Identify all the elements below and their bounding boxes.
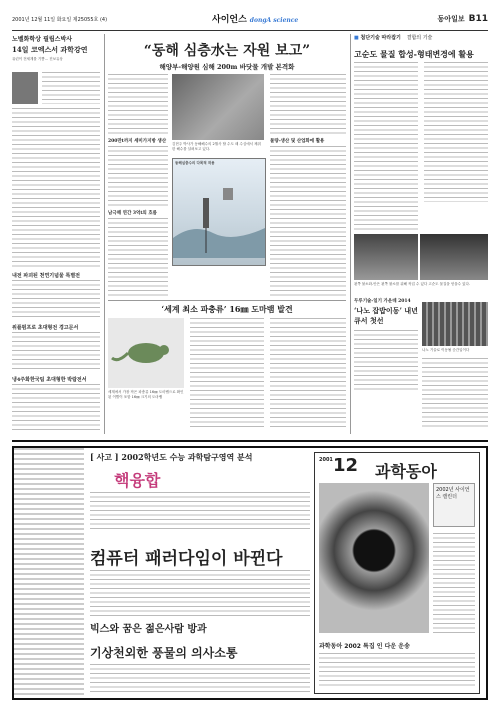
- section-rule: [108, 300, 346, 301]
- ad-line1: 빅스와 꿈은 젊은사람 방과: [90, 624, 207, 635]
- item2-title: 내전 파괴된 천연기념물 특별전: [12, 273, 81, 279]
- cover-title: 과학동아: [375, 462, 437, 481]
- text-block: [354, 330, 418, 390]
- section-label: 사이언스: [212, 15, 247, 25]
- text-block: [270, 74, 346, 134]
- text-block: [12, 108, 100, 268]
- bottom-headline: ‘세계 최소 파충류’ 16㎜ 도마뱀 발견: [161, 304, 293, 314]
- cover-image: [319, 483, 429, 633]
- small-kicker: 두루기술-일기 가운데 2014: [354, 299, 411, 304]
- gecko-caption: 세계에서 가장 작은 파충류 16㎜ 도마뱀으로 확인된 이빨이 포함 16㎜ 크기의 도마뱀: [108, 390, 184, 399]
- nano-photo: [422, 302, 488, 346]
- header-rule: [12, 30, 488, 31]
- gecko-icon: [108, 318, 184, 388]
- lab-photo-2: [420, 234, 488, 280]
- main-headline: “동해 심층水는 자원 보고”: [143, 43, 311, 59]
- column-divider: [350, 34, 351, 434]
- text-block: [12, 384, 100, 432]
- text-block: [12, 280, 100, 320]
- interview-kicker: 노벨화학상 필립스박사: [12, 36, 73, 43]
- issue-date: 2001년 12월 11일 화요일 제25055호 (4): [12, 17, 108, 23]
- text-block: [42, 72, 100, 104]
- ad-top-line: [ 사고 ] 2002학년도 수능 과학탐구영역 분석: [90, 452, 253, 462]
- section-logo: dongA science: [249, 17, 299, 24]
- text-block: [12, 332, 100, 372]
- diagram-title: 동해심층수의 다목적 작용: [175, 161, 215, 165]
- page-number: B11: [468, 14, 488, 24]
- bottom-story: [108, 304, 346, 434]
- page-header: [12, 12, 488, 26]
- cover-year: 2001: [319, 457, 333, 463]
- right-headline: 고순도 물질 합성-형태변경에 활용: [354, 49, 474, 59]
- paper-label: 동아일보: [437, 15, 465, 23]
- lab-photo-1: [354, 234, 418, 280]
- diagram-graphic: [173, 168, 265, 258]
- text-block: [270, 146, 346, 296]
- text-block: [270, 318, 346, 428]
- right-photo-caption: 왼쪽 불소화-안은 왼쪽 불소를 위해 작업 수 있다 고순도 물질을 얻을수 있다.: [354, 282, 471, 286]
- kicker-sub: 결합의 기술: [406, 35, 433, 41]
- ad-text: [90, 664, 310, 692]
- interview-title: 14일 코엑스서 과학강연: [12, 45, 88, 54]
- right-sub-headline: ‘나노 잡밥이동’ 내년 큐서 첫선: [354, 306, 418, 325]
- calendar-badge: 2002년 사이언스 캘린더: [433, 483, 475, 527]
- text-block: [108, 146, 168, 206]
- main-story: [108, 34, 346, 298]
- left-column: [12, 34, 100, 434]
- item3-title: 위플펌프로 초대형전 경고문서: [12, 325, 79, 331]
- text-block: [190, 318, 264, 428]
- text-block: [424, 62, 488, 202]
- ad-big-title: 컴퓨터 패러다임이 바뀐다: [90, 549, 283, 569]
- text-block: [108, 74, 168, 134]
- right-kicker: [354, 34, 488, 41]
- magazine-cover: [314, 452, 480, 694]
- paper-name: [438, 14, 488, 24]
- main-subheadline: 해양부-해양원 심해 200m 바닷물 개발 본격화: [159, 63, 295, 71]
- ad-text: [90, 492, 310, 532]
- ad-pink-title: 핵융합: [114, 471, 161, 490]
- side-heading: 물량-생산 및 산업화에 활용: [270, 139, 325, 144]
- text-block: [108, 218, 168, 296]
- ad-line2: 기상천외한 풍물의 의사소통: [90, 646, 238, 660]
- section2-heading: 남극해 연간 3억t의 흐름: [108, 211, 158, 216]
- ad-text: [90, 570, 310, 616]
- text-block: [354, 62, 418, 232]
- gecko-photo: [108, 318, 184, 388]
- deep-sea-diagram: [172, 158, 266, 266]
- item4-title: 냉4주화한국팀 초대형한 박람전서: [12, 377, 87, 383]
- ad-left-panel: [14, 448, 84, 698]
- cover-text: [319, 653, 475, 687]
- text-block: [422, 358, 488, 428]
- ad-rule: [12, 440, 488, 442]
- researcher-photo: [172, 74, 264, 140]
- right-column: [354, 34, 488, 434]
- kicker-text: 첨단기술 따라잡기: [360, 35, 401, 41]
- cover-bottom-label: 과학동아 2002 특집 인 다운 운송: [319, 643, 410, 650]
- photo-caption: 김현주 박사가 동해해수의 2월사 할 수도 때 수심에서 채취한 해수를 살펴보고 있다.: [172, 142, 261, 151]
- column-divider: [104, 34, 105, 434]
- section-title: [212, 12, 298, 25]
- cover-month: 12: [333, 455, 359, 476]
- section1-heading: 200만t까지 세미가지방 생산: [108, 139, 167, 144]
- interview-byline: 퓨린이 전세계를 기쁨… 진보유상: [12, 57, 63, 61]
- magazine-ad: [12, 446, 488, 700]
- portrait-photo: [12, 72, 38, 104]
- nano-caption: 나노 기술로 이동될 순간입이다: [422, 348, 470, 352]
- cover-text: [433, 533, 475, 633]
- kicker-icon: ■: [354, 35, 359, 41]
